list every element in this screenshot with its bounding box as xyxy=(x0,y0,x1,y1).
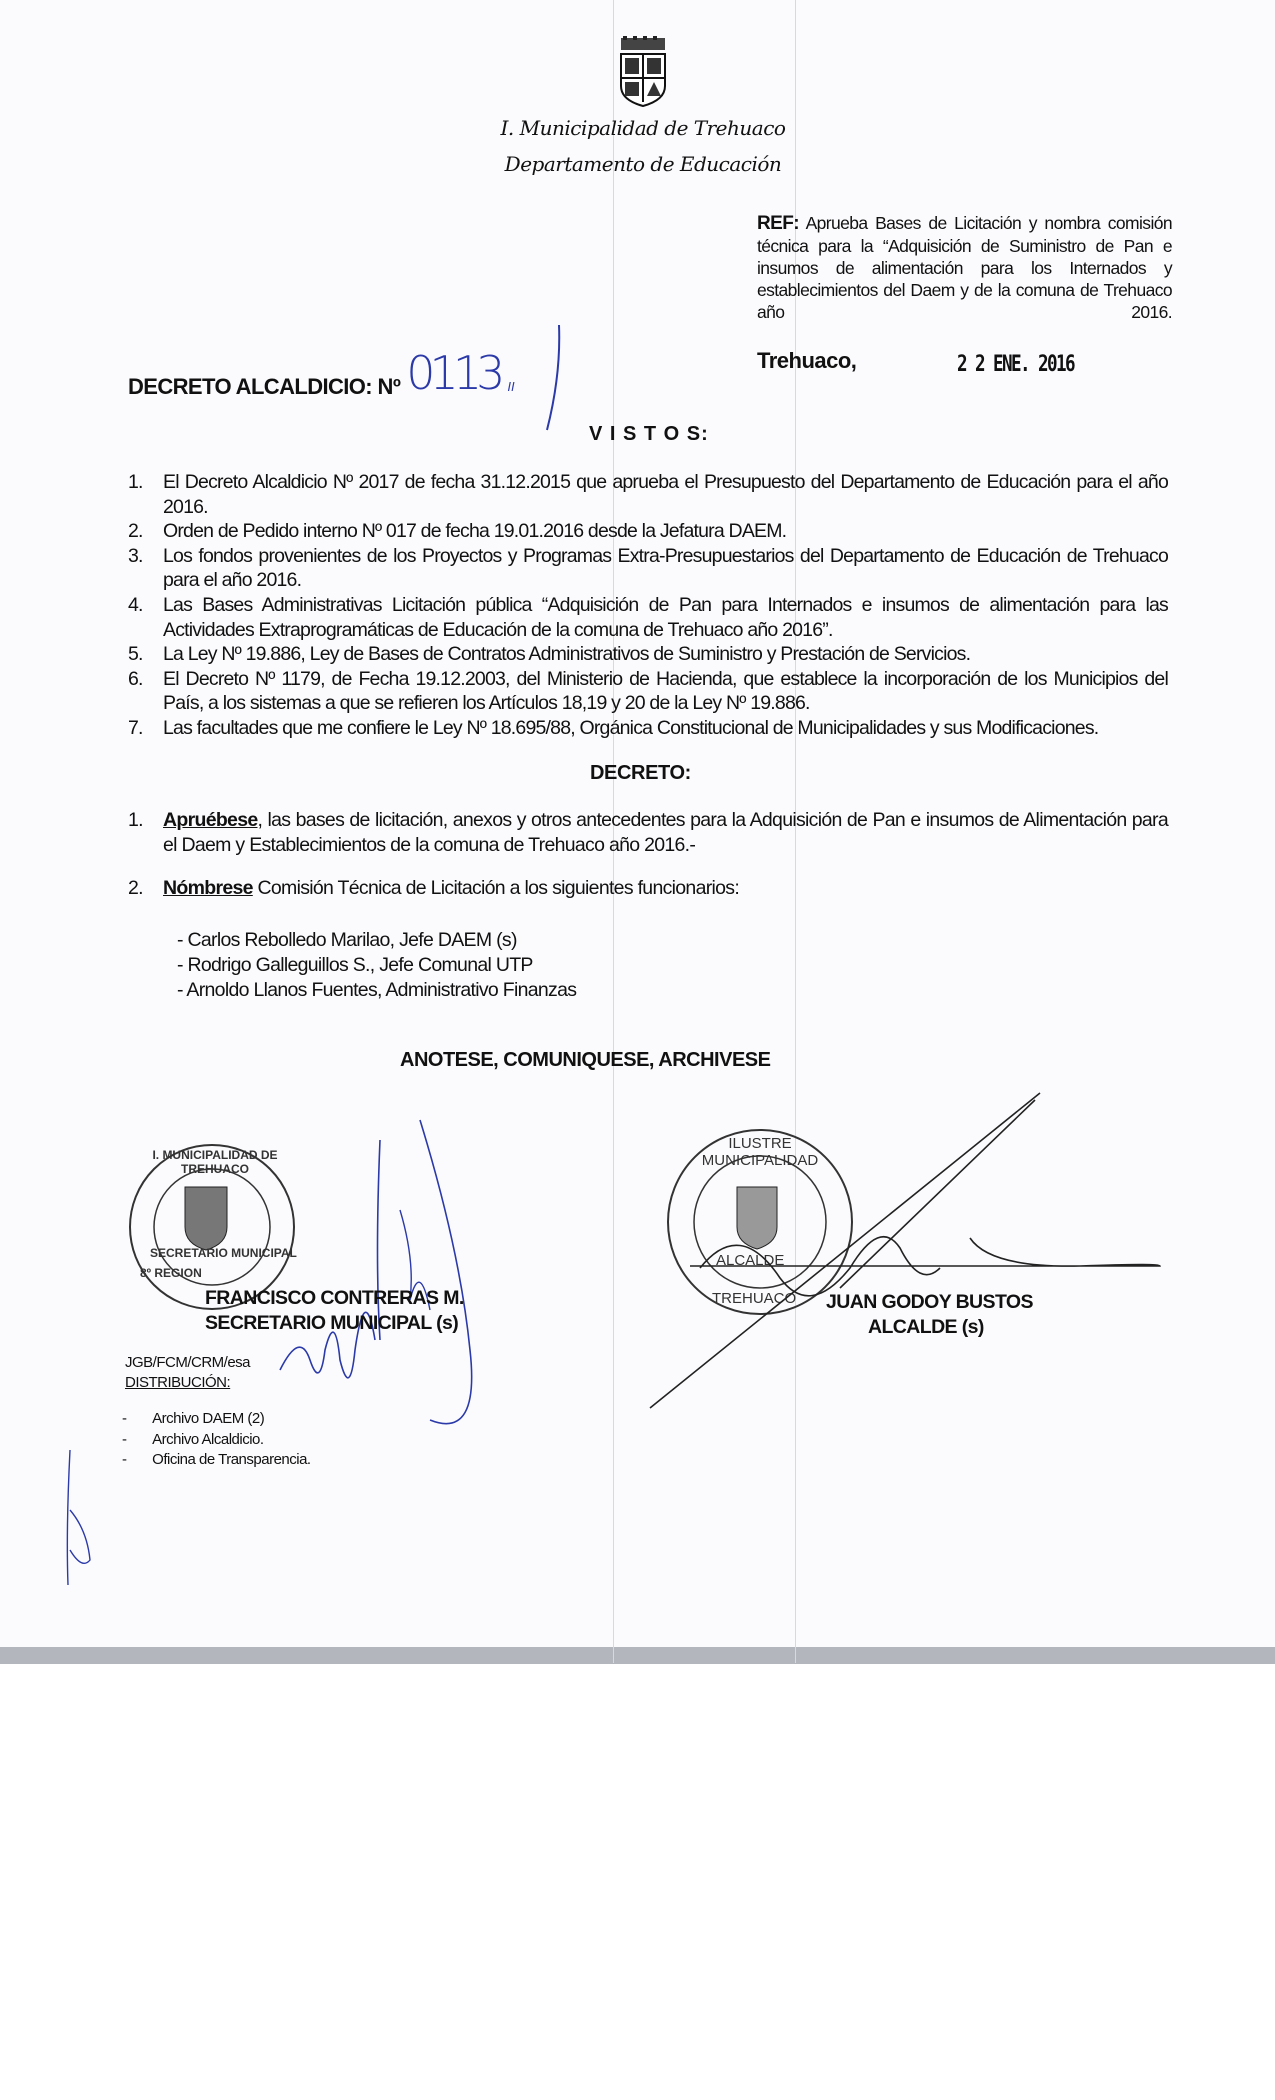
list-item: 6. El Decreto Nº 1179, de Fecha 19.12.2003, del Ministerio de Hacienda, que establece la incorporación de los Municipios del País, a los sistemas a que se refieren los Artículos 18,19 y 20 de la Ley Nº 19.886. xyxy=(128,667,1168,715)
distribution-heading: DISTRIBUCIÓN: xyxy=(125,1374,231,1391)
handwritten-decree-number: 0113 xyxy=(406,346,500,400)
closing-formula: ANOTESE, COMUNIQUESE, ARCHIVESE xyxy=(400,1049,771,1071)
decree-item: 2. Nómbrese Comisión Técnica de Licitación a los siguientes funcionarios: xyxy=(128,877,740,899)
stamp-ring-text: ILUSTRE MUNICIPALIDAD xyxy=(701,1135,819,1169)
list-item: 3. Los fondos provenientes de los Proyectos y Programas Extra-Presupuestarios del Departamento de Educación de Trehuaco para el año 2016. xyxy=(128,544,1168,592)
decree-number-suffix: II xyxy=(507,379,515,394)
stamp-bottom-text: TREHUACO xyxy=(712,1290,797,1307)
mayor-name: JUAN GODOY BUSTOS xyxy=(826,1291,1033,1313)
reference-block xyxy=(757,212,1172,323)
list-item: 2. Orden de Pedido interno Nº 017 de fecha 19.01.2016 desde la Jefatura DAEM. xyxy=(128,520,787,543)
mayor-signature xyxy=(640,1088,1160,1418)
decree-keyword: Apruébese xyxy=(163,809,258,831)
initials: JGB/FCM/CRM/esa xyxy=(125,1354,251,1371)
list-item: 4. Las Bases Administrativas Licitación pública “Adquisición de Pan para Internados e insumos de alimentación para las Actividades Extraprogramáticas de Educación de la comuna de Trehuaco año 2016”. xyxy=(128,593,1168,641)
list-item: 7. Las facultades que me confiere le Ley Nº 18.695/88, Orgánica Constitucional de Municipalidades y sus Modificaciones. xyxy=(128,716,1099,739)
decree-number-line xyxy=(128,340,515,400)
vistos-list xyxy=(128,470,1168,741)
vistos-heading: V I S T O S: xyxy=(589,423,709,445)
municipal-crest-icon xyxy=(615,36,671,106)
commission-member: - Rodrigo Galleguillos S., Jefe Comunal UTP xyxy=(177,954,533,976)
ref-text: Aprueba Bases de Licitación y nombra comisión técnica para la “Adquisición de Suministro de Pan e insumos de alimentación para los Internados y establecimientos del Daem y de la comuna de Trehuaco año 2016. xyxy=(757,213,1172,322)
commission-list xyxy=(177,928,576,1003)
initial-mark xyxy=(62,1450,102,1590)
mayor-title: ALCALDE (s) xyxy=(868,1316,984,1338)
distribution-list xyxy=(122,1409,311,1471)
list-item: - Oficina de Transparencia. xyxy=(122,1451,311,1468)
stamp-bottom-text: 8º REGION xyxy=(140,1266,202,1280)
decree-title: DECRETO ALCALDICIO: Nº xyxy=(128,374,401,399)
secretary-name: FRANCISCO CONTRERAS M. xyxy=(205,1287,464,1309)
department-name: Departamento de Educación xyxy=(504,152,782,176)
list-item: - Archivo Alcaldicio. xyxy=(122,1430,264,1448)
commission-member: - Carlos Rebolledo Marilao, Jefe DAEM (s) xyxy=(177,929,517,951)
date-stamp: 2 2 ENE. 2016 xyxy=(957,352,1074,377)
decreto-heading: DECRETO: xyxy=(590,762,691,784)
secretary-signature xyxy=(280,1110,500,1430)
handwritten-slash xyxy=(545,325,565,435)
list-item: - Archivo DAEM (2) xyxy=(122,1410,265,1427)
decree-keyword: Nómbrese xyxy=(163,877,253,899)
ref-label: REF: xyxy=(757,213,799,234)
decree-item: 1. Apruébese, las bases de licitación, anexos y otros antecedentes para la Adquisición de Pan e insumos de Alimentación para el Daem y Establecimientos de la comuna de Trehuaco año 2016.- xyxy=(128,809,1168,856)
stamp-center-text: ALCALDE xyxy=(716,1252,785,1269)
scan-edge xyxy=(0,1647,1275,1664)
secretary-title: SECRETARIO MUNICIPAL (s) xyxy=(205,1312,459,1334)
institution-name: I. Municipalidad de Trehuaco xyxy=(500,116,786,140)
place: Trehuaco, xyxy=(757,348,857,373)
commission-member: - Arnoldo Llanos Fuentes, Administrativo Finanzas xyxy=(177,979,577,1001)
list-item: 1. El Decreto Alcaldicio Nº 2017 de fecha 31.12.2015 que aprueba el Presupuesto del Departamento de Educación para el año 2016. xyxy=(128,471,1168,518)
stamp-ring-text: I. MUNICIPALIDAD DE TREHUACO xyxy=(152,1148,278,1176)
list-item: 5. La Ley Nº 19.886, Ley de Bases de Contratos Administrativos de Suministro y Prestación de Servicios. xyxy=(128,643,971,666)
stamp-center-text: SECRETARIO MUNICIPAL xyxy=(150,1246,297,1260)
